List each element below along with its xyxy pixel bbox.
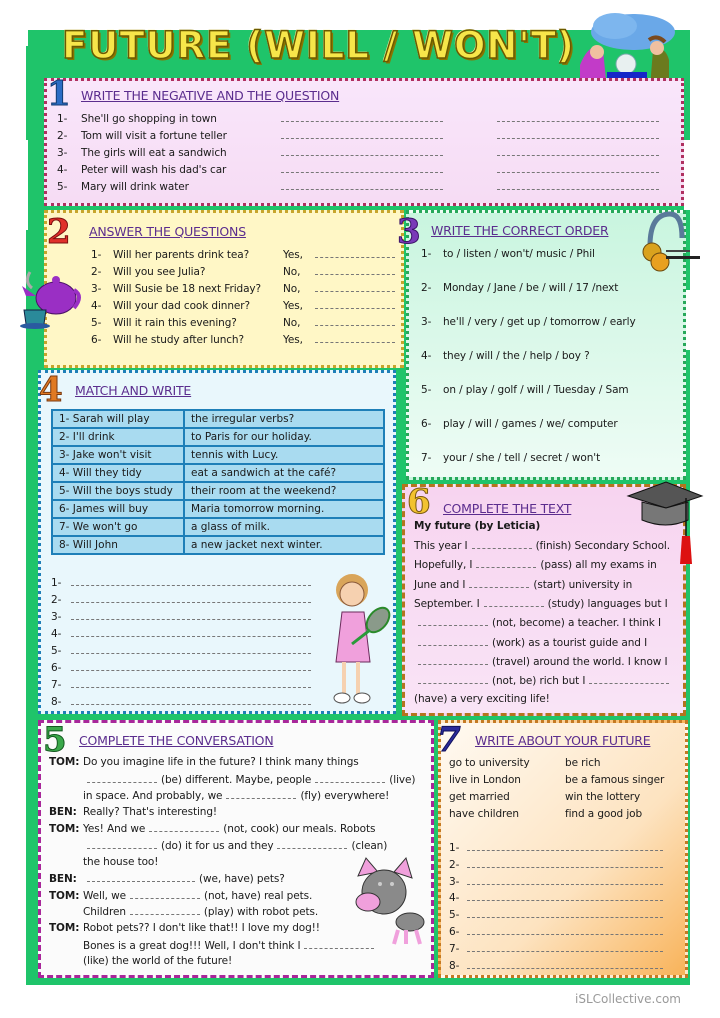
dialogue-text: Children — [83, 906, 126, 919]
frame-notch — [20, 140, 28, 230]
dialogue-text: (we, have) pets? — [199, 873, 285, 886]
verb-blank[interactable] — [469, 578, 529, 588]
text-fragment: (not, be) rich but I — [492, 675, 586, 688]
graduation-cap-icon — [624, 478, 704, 568]
item-number: 7- — [421, 452, 432, 464]
write-line — [449, 841, 667, 854]
worksheet-title: FUTURE (WILL / WON'T) — [62, 24, 575, 67]
text-fragment: (work) as a tourist guide and I — [492, 636, 648, 649]
dialogue-line — [49, 773, 415, 786]
line-number: 7- — [51, 679, 62, 691]
answer-prefix: No, — [283, 317, 301, 329]
text-fragment: September. I — [414, 597, 480, 610]
dialogue-text: (not, have) real pets. — [203, 889, 313, 902]
negative-answer-blank[interactable] — [281, 129, 443, 139]
match-left-cell[interactable]: 6- James will buy — [52, 500, 184, 518]
dialogue-text: Do you imagine life in the future? I think many things — [83, 756, 359, 768]
teapot-icon — [18, 262, 88, 332]
speaker-name: TOM: — [49, 922, 80, 934]
dialogue-text: (fly) everywhere! — [300, 790, 390, 803]
question-row — [91, 282, 399, 295]
match-row — [52, 464, 384, 482]
idea-item: live in London — [449, 774, 521, 786]
idea-item: have children — [449, 808, 519, 820]
scrambled-words: they / will / the / help / boy ? — [443, 350, 590, 362]
line-number: 4- — [449, 892, 460, 905]
write-line — [449, 959, 667, 972]
item-number: 4- — [91, 300, 102, 312]
item-sentence: Mary will drink water — [81, 181, 189, 193]
write-line — [449, 875, 667, 888]
dialogue-text: (do) it for us and they — [161, 840, 274, 852]
idea-item: be a famous singer — [565, 774, 665, 786]
match-right-cell[interactable]: Maria tomorrow morning. — [184, 500, 384, 518]
scrambled-row — [421, 350, 590, 362]
sentence-blank[interactable] — [71, 695, 311, 705]
write-line — [51, 610, 315, 623]
text-fragment: (pass) all my exams in — [540, 559, 657, 572]
item-number: 3- — [57, 147, 68, 159]
question-text: Will it rain this evening? — [113, 317, 237, 329]
write-line — [449, 858, 667, 871]
write-line — [449, 942, 667, 955]
idea-item: be rich — [565, 757, 601, 769]
item-number: 5- — [421, 384, 432, 396]
answer-prefix: Yes, — [283, 249, 303, 261]
item-number: 6- — [421, 418, 432, 430]
section-heading: COMPLETE THE CONVERSATION — [79, 733, 274, 748]
dialogue-line — [49, 889, 312, 902]
match-right-cell[interactable]: to Paris for our holiday. — [184, 428, 384, 446]
headphones-icon — [636, 206, 706, 276]
verb-blank[interactable] — [315, 773, 385, 783]
match-left-cell[interactable]: 1- Sarah will play — [52, 410, 184, 428]
short-answer-blank[interactable] — [315, 316, 395, 326]
answer-prefix: No, — [283, 283, 301, 295]
dialogue-line — [49, 806, 217, 818]
scrambled-row — [421, 418, 618, 430]
match-row — [52, 410, 384, 428]
question-row — [91, 299, 399, 312]
text-fragment: (not, become) a teacher. I think I — [492, 617, 662, 630]
text-fragment: (travel) around the world. I know I — [492, 655, 668, 668]
exercise-row — [57, 129, 677, 142]
section-number: 6 — [407, 482, 431, 522]
dialogue-line — [49, 756, 359, 768]
section-heading: MATCH AND WRITE — [75, 383, 192, 398]
sentence-blank[interactable] — [71, 627, 311, 637]
item-number: 3- — [421, 316, 432, 328]
scrambled-words: to / listen / won't/ music / Phil — [443, 248, 595, 260]
section-number: 4 — [39, 370, 63, 410]
text-fragment: June and I — [414, 578, 466, 591]
write-line — [51, 593, 315, 606]
match-left-cell[interactable]: 3- Jake won't visit — [52, 446, 184, 464]
item-number: 3- — [91, 283, 102, 295]
dialogue-text: (like) the world of the future! — [83, 955, 233, 968]
verb-blank[interactable] — [418, 674, 488, 684]
section-number: 2 — [47, 212, 71, 252]
sentence-blank[interactable] — [71, 610, 311, 620]
dialogue-line — [49, 856, 158, 868]
match-table — [51, 409, 385, 555]
text-fragment: (finish) Secondary School. — [535, 540, 670, 552]
text-subtitle: My future (by Leticia) — [414, 520, 541, 532]
section-heading: ANSWER THE QUESTIONS — [89, 224, 246, 239]
sentence-blank[interactable] — [467, 891, 663, 901]
text-line — [414, 693, 550, 705]
scrambled-words: Monday / Jane / be / will / 17 /next — [443, 282, 619, 294]
scrambled-words: your / she / tell / secret / won't — [443, 452, 601, 464]
scrambled-row — [421, 384, 629, 396]
answer-prefix: Yes, — [283, 300, 303, 312]
verb-blank[interactable] — [130, 905, 200, 915]
dialogue-line — [49, 839, 387, 852]
dialogue-line — [49, 922, 320, 934]
text-fragment: (start) university in — [533, 578, 633, 591]
verb-blank[interactable] — [130, 889, 200, 899]
verb-blank[interactable] — [277, 839, 347, 849]
exercise-row — [57, 146, 677, 159]
write-line — [51, 576, 315, 589]
sentence-blank[interactable] — [71, 576, 311, 586]
verb-blank[interactable] — [149, 822, 219, 832]
dialogue-text: Well, we — [83, 889, 126, 902]
sentence-blank[interactable] — [71, 593, 311, 603]
question-answer-blank[interactable] — [497, 180, 659, 190]
exercise-row — [57, 180, 677, 193]
write-line — [51, 678, 315, 691]
text-line — [414, 616, 661, 629]
question-row — [91, 265, 399, 278]
text-line — [414, 655, 668, 668]
write-line — [51, 661, 315, 674]
match-left-cell[interactable]: 7- We won't go — [52, 518, 184, 536]
item-number: 6- — [91, 334, 102, 346]
negative-answer-blank[interactable] — [281, 180, 443, 190]
text-fragment: (have) a very exciting life! — [414, 693, 550, 706]
sentence-blank[interactable] — [467, 942, 663, 952]
line-number: 3- — [449, 875, 460, 888]
line-number: 5- — [51, 645, 62, 657]
question-answer-blank[interactable] — [497, 146, 659, 156]
line-number: 8- — [449, 959, 460, 972]
text-fragment: Hopefully, I — [414, 559, 473, 572]
dialogue-text: (not, cook) our meals. Robots — [223, 823, 376, 836]
text-line — [414, 597, 668, 610]
section-number: 1 — [47, 74, 71, 114]
match-right-cell[interactable]: a new jacket next winter. — [184, 536, 384, 554]
item-sentence: She'll go shopping in town — [81, 113, 217, 125]
match-row — [52, 446, 384, 464]
answer-prefix: Yes, — [283, 334, 303, 346]
question-text: Will Susie be 18 next Friday? — [113, 283, 262, 295]
sentence-blank[interactable] — [71, 644, 311, 654]
scrambled-words: play / will / games / we/ computer — [443, 418, 618, 430]
frame-notch — [684, 140, 692, 210]
question-row — [91, 333, 399, 346]
question-answer-blank[interactable] — [497, 112, 659, 122]
item-number: 2- — [91, 266, 102, 278]
sentence-blank[interactable] — [71, 678, 311, 688]
section-answer-questions — [44, 210, 404, 368]
scrambled-row — [421, 282, 618, 294]
idea-item: go to university — [449, 757, 530, 769]
line-number: 8- — [51, 696, 62, 708]
verb-blank[interactable] — [589, 674, 669, 684]
watermark: iSLCollective.com — [575, 992, 681, 1006]
match-row — [52, 482, 384, 500]
question-row — [91, 248, 399, 261]
write-line — [449, 908, 667, 921]
scrambled-words: he'll / very / get up / tomorrow / early — [443, 316, 636, 328]
match-left-cell[interactable]: 2- I'll drink — [52, 428, 184, 446]
match-right-cell[interactable]: eat a sandwich at the café? — [184, 464, 384, 482]
short-answer-blank[interactable] — [315, 299, 395, 309]
dialogue-line — [49, 789, 389, 802]
dialogue-text: Robot pets?? I don't like that!! I love my dog!! — [83, 922, 320, 934]
line-number: 4- — [51, 628, 62, 640]
speaker-name: TOM: — [49, 889, 80, 902]
idea-item: get married — [449, 791, 510, 803]
negative-answer-blank[interactable] — [281, 163, 443, 173]
exercise-row — [57, 163, 677, 176]
verb-blank[interactable] — [484, 597, 544, 607]
dialogue-line — [49, 822, 375, 835]
dialogue-line — [49, 872, 285, 885]
match-row — [52, 428, 384, 446]
item-number: 5- — [57, 181, 68, 193]
match-row — [52, 536, 384, 554]
text-fragment: This year I — [414, 540, 468, 552]
question-answer-blank[interactable] — [497, 163, 659, 173]
verb-blank[interactable] — [476, 558, 536, 568]
item-number: 1- — [91, 249, 102, 261]
text-line — [414, 636, 647, 649]
dialogue-text: (be) different. Maybe, people — [161, 773, 312, 786]
verb-blank[interactable] — [418, 655, 488, 665]
dialogue-text: (clean) — [351, 840, 388, 852]
dialogue-text: in space. And probably, we — [83, 790, 223, 803]
answer-prefix: No, — [283, 266, 301, 278]
short-answer-blank[interactable] — [315, 333, 395, 343]
match-right-cell[interactable]: their room at the weekend? — [184, 482, 384, 500]
scrambled-row — [421, 316, 636, 328]
item-number: 2- — [57, 130, 68, 142]
match-row — [52, 500, 384, 518]
section-heading: COMPLETE THE TEXT — [443, 501, 572, 516]
section-heading: WRITE THE NEGATIVE AND THE QUESTION — [81, 88, 340, 103]
sentence-blank[interactable] — [467, 858, 663, 868]
item-number: 4- — [421, 350, 432, 362]
speaker-name: TOM: — [49, 756, 80, 768]
speaker-name: TOM: — [49, 823, 80, 836]
question-answer-blank[interactable] — [497, 129, 659, 139]
sentence-blank[interactable] — [71, 661, 311, 671]
write-line — [449, 891, 667, 904]
sentence-blank[interactable] — [467, 875, 663, 885]
line-number: 1- — [449, 842, 460, 854]
question-text: Will her parents drink tea? — [113, 249, 250, 261]
dialogue-line — [49, 955, 232, 967]
section-heading: WRITE ABOUT YOUR FUTURE — [475, 733, 651, 748]
section-number: 3 — [397, 212, 421, 252]
negative-answer-blank[interactable] — [281, 112, 443, 122]
verb-blank[interactable] — [472, 539, 532, 549]
idea-item: find a good job — [565, 808, 643, 820]
short-answer-blank[interactable] — [315, 265, 395, 275]
item-sentence: Peter will wash his dad's car — [81, 164, 227, 176]
verb-blank[interactable] — [87, 773, 157, 783]
match-right-cell[interactable]: tennis with Lucy. — [184, 446, 384, 464]
dialogue-text: (live) — [389, 773, 416, 786]
item-sentence: The girls will eat a sandwich — [81, 147, 227, 159]
text-line — [414, 558, 657, 571]
verb-blank[interactable] — [87, 872, 195, 882]
dialogue-line — [49, 939, 378, 952]
verb-blank[interactable] — [418, 616, 488, 626]
item-number: 1- — [421, 248, 432, 260]
line-number: 7- — [449, 942, 460, 955]
dialogue-text: Yes! And we — [83, 823, 146, 836]
line-number: 2- — [449, 858, 460, 871]
idea-item: win the lottery — [565, 791, 641, 803]
line-number: 2- — [51, 594, 62, 606]
exercise-row — [57, 112, 677, 125]
write-line — [51, 695, 315, 708]
write-line — [51, 627, 315, 640]
line-number: 6- — [449, 926, 460, 938]
item-number: 1- — [57, 113, 68, 125]
girl-tennis-illustration — [318, 566, 392, 710]
section-heading: WRITE THE CORRECT ORDER — [431, 223, 609, 238]
match-right-cell[interactable]: a glass of milk. — [184, 518, 384, 536]
match-row — [52, 518, 384, 536]
short-answer-blank[interactable] — [315, 248, 395, 258]
line-number: 6- — [51, 662, 62, 674]
dialogue-text: Bones is a great dog!!! Well, I don't think I — [83, 939, 301, 952]
short-answer-blank[interactable] — [315, 282, 395, 292]
section-number: 7 — [437, 720, 461, 760]
frame-notch — [20, 30, 28, 46]
match-left-cell[interactable]: 5- Will the boys study — [52, 482, 184, 500]
sentence-blank[interactable] — [467, 841, 663, 851]
verb-blank[interactable] — [418, 636, 488, 646]
sentence-blank[interactable] — [467, 908, 663, 918]
scrambled-words: on / play / golf / will / Tuesday / Sam — [443, 384, 629, 396]
dialogue-text: Really? That's interesting! — [83, 805, 218, 818]
dialogue-text: the house too! — [83, 855, 159, 868]
item-sentence: Tom will visit a fortune teller — [81, 130, 227, 142]
question-text: Will your dad cook dinner? — [113, 300, 250, 312]
write-line — [449, 925, 667, 938]
text-line — [414, 578, 632, 591]
dialogue-text: (play) with robot pets. — [203, 906, 319, 919]
match-left-cell[interactable]: 4- Will they tidy — [52, 464, 184, 482]
robot-dog-illustration — [350, 856, 434, 948]
speaker-name: BEN: — [49, 873, 77, 886]
text-fragment: (study) languages but I — [547, 597, 668, 610]
match-right-cell[interactable]: the irregular verbs? — [184, 410, 384, 428]
question-text: Will he study after lunch? — [113, 334, 244, 346]
sentence-blank[interactable] — [467, 925, 663, 935]
item-number: 4- — [57, 164, 68, 176]
question-text: Will you see Julia? — [113, 266, 206, 278]
item-number: 5- — [91, 317, 102, 329]
scrambled-row — [421, 248, 595, 260]
line-number: 5- — [449, 909, 460, 922]
speaker-name: BEN: — [49, 805, 77, 818]
text-line — [414, 674, 673, 687]
verb-blank[interactable] — [87, 839, 157, 849]
dialogue-line — [49, 905, 318, 918]
question-row — [91, 316, 399, 329]
section-number: 5 — [43, 720, 67, 760]
match-left-cell[interactable]: 8- Will John — [52, 536, 184, 554]
section-write-future — [438, 720, 688, 978]
verb-blank[interactable] — [226, 789, 296, 799]
line-number: 3- — [51, 611, 62, 623]
negative-answer-blank[interactable] — [281, 146, 443, 156]
scrambled-row — [421, 452, 600, 464]
item-number: 2- — [421, 282, 432, 294]
write-line — [51, 644, 315, 657]
line-number: 1- — [51, 577, 62, 589]
sentence-blank[interactable] — [467, 959, 663, 969]
section-negative-question — [44, 74, 684, 206]
